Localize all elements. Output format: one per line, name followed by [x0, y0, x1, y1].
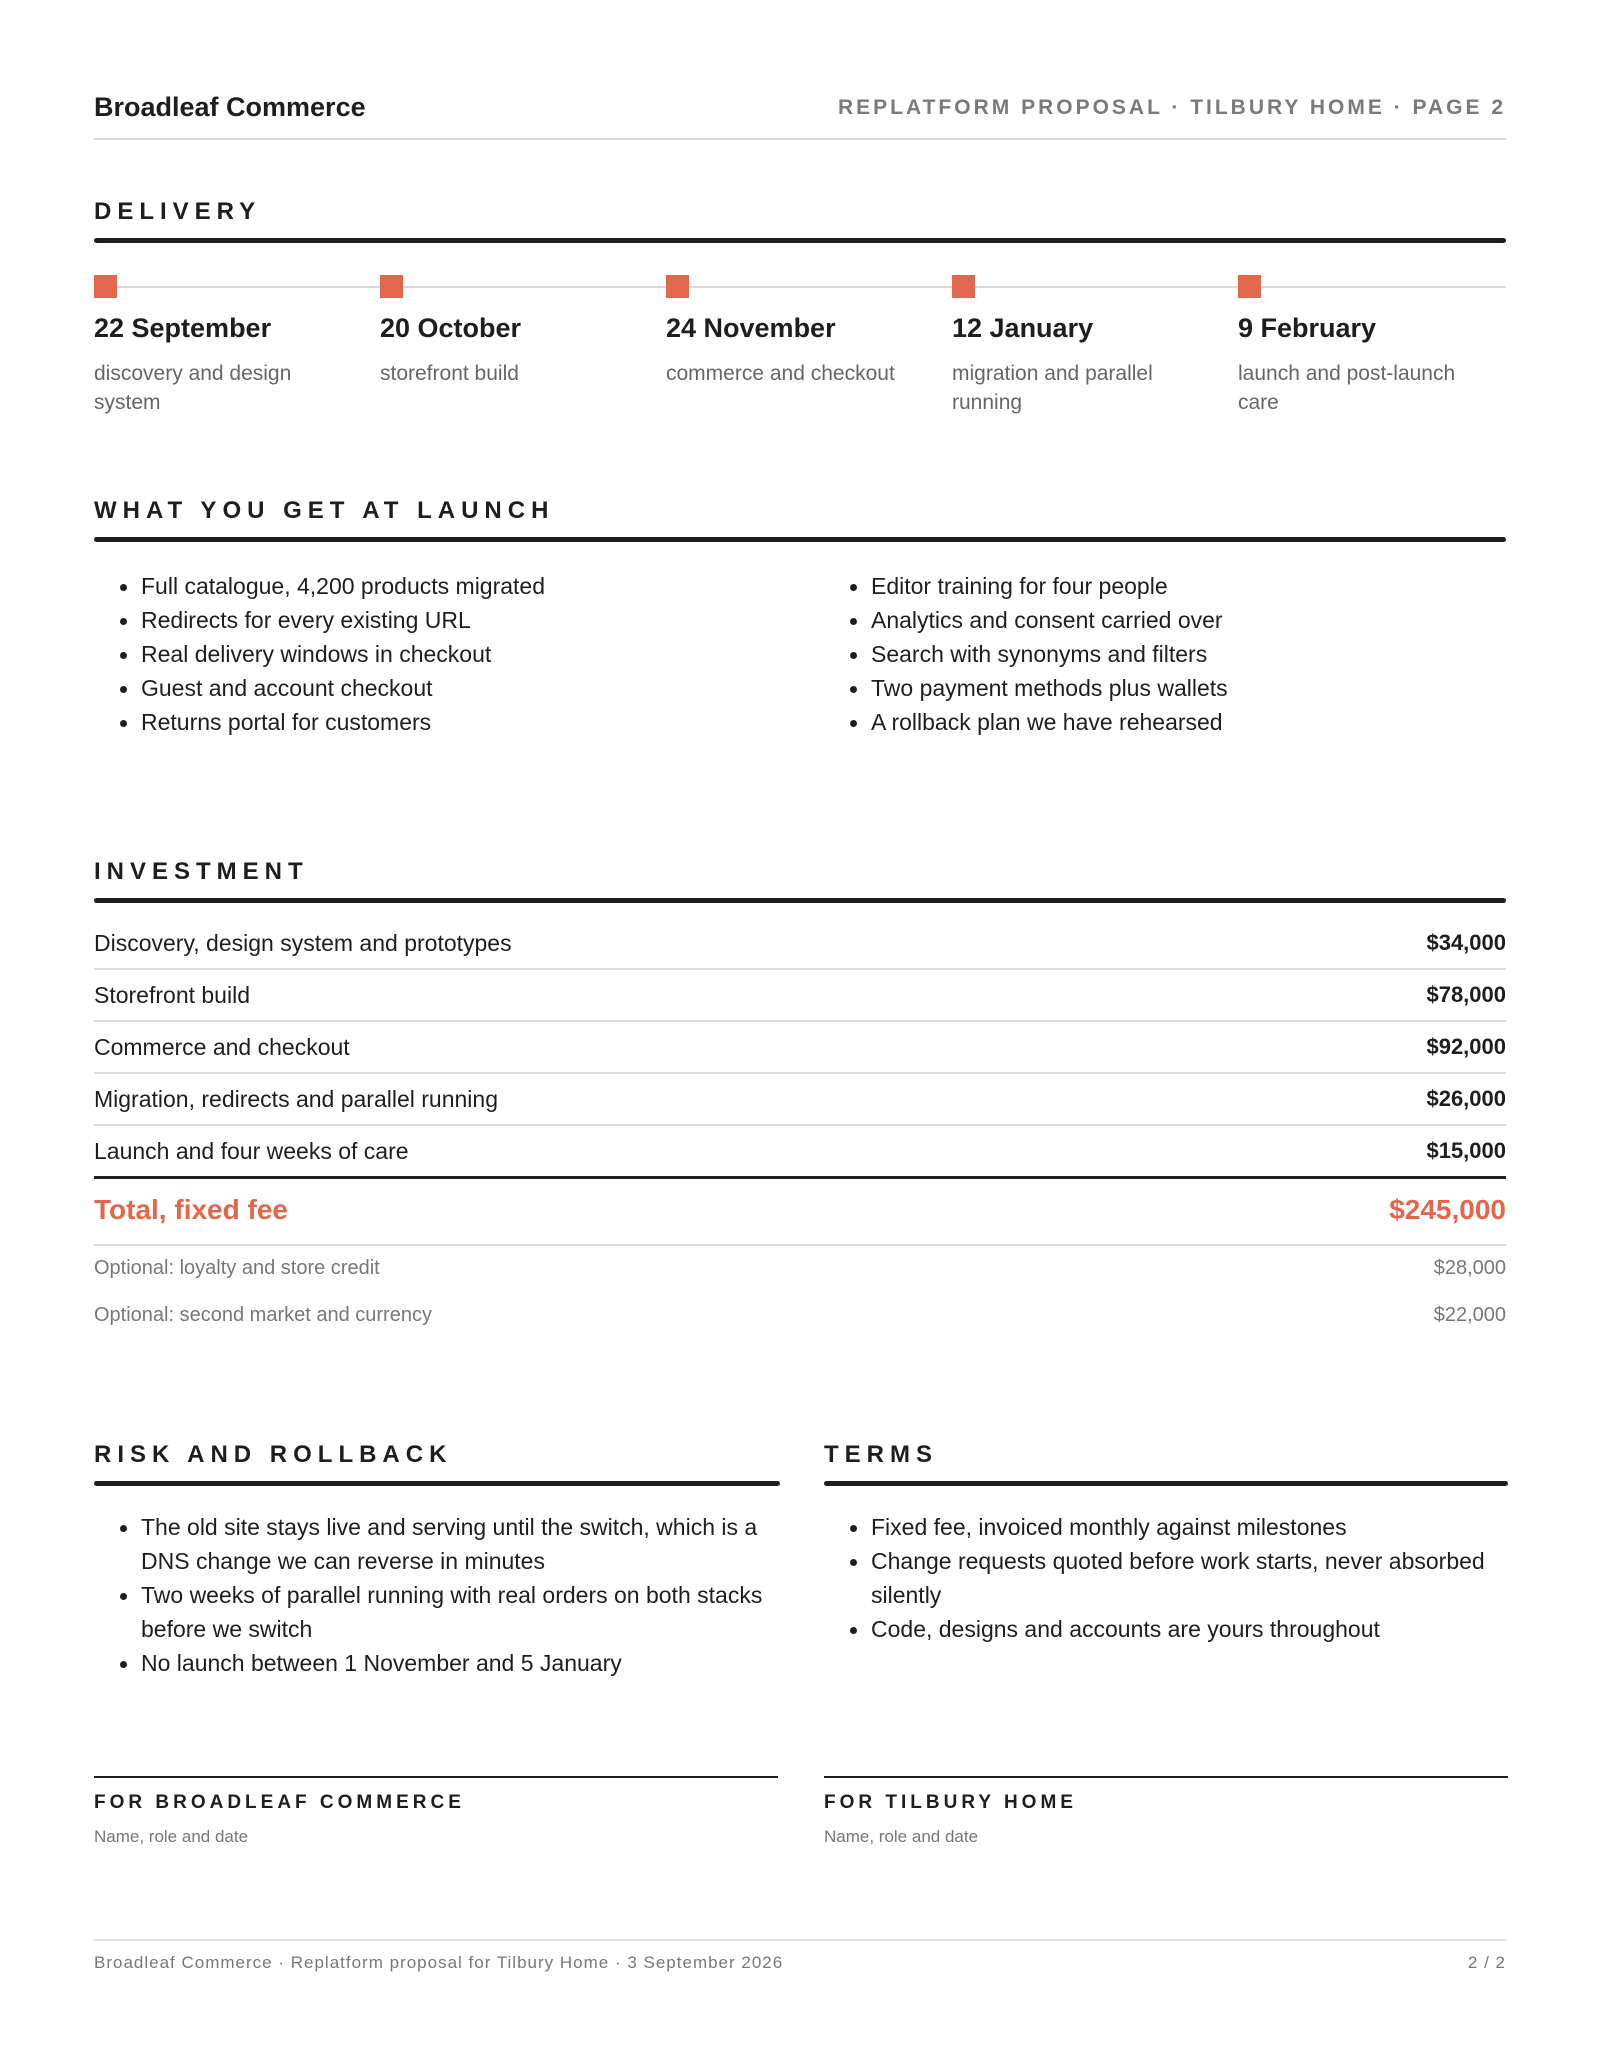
milestone-description: discovery and design system — [94, 362, 292, 414]
line-item-amount: $78,000 — [1426, 982, 1506, 1007]
launch-list-right — [824, 569, 1511, 739]
signature-block-broadleaf — [94, 1776, 778, 1847]
optional-label: Optional: second market and currency — [94, 1304, 432, 1326]
table-row — [94, 918, 1506, 970]
signature-title: FOR BROADLEAF COMMERCE — [94, 1792, 465, 1813]
list-item: Two weeks of parallel running with real orders on both stacks before we switch — [141, 1578, 781, 1646]
list-item: The old site stays live and serving until the switch, which is a DNS change we can reverse in minutes — [141, 1510, 781, 1578]
milestone-date: 12 January — [952, 313, 1094, 343]
optional-label: Optional: loyalty and store credit — [94, 1257, 380, 1279]
line-item-label: Commerce and checkout — [94, 1034, 350, 1060]
milestone-description: launch and post-launch care — [1238, 362, 1456, 414]
proposal-page — [94, 0, 1506, 2071]
list-item: Full catalogue, 4,200 products migrated — [141, 569, 781, 603]
optional-amount: $22,000 — [1433, 1304, 1506, 1326]
section-rule — [94, 238, 1506, 243]
milestone-marker — [952, 275, 975, 298]
milestone-description: storefront build — [380, 362, 519, 385]
page-footer — [94, 1939, 1506, 1972]
list-item: Redirects for every existing URL — [141, 603, 781, 637]
list-item: No launch between 1 November and 5 January — [141, 1646, 781, 1680]
footer-text: Broadleaf Commerce · Replatform proposal for Tilbury Home · 3 September 2026 — [94, 1953, 784, 1972]
milestone-date: 9 February — [1238, 313, 1377, 343]
timeline-line — [94, 286, 1506, 288]
section-title: DELIVERY — [94, 198, 262, 225]
page-number: 2 / 2 — [1467, 1953, 1506, 1972]
optional-row — [94, 1246, 1506, 1293]
section-rule — [94, 537, 1506, 542]
terms-list — [824, 1510, 1511, 1646]
investment-table — [94, 918, 1506, 1340]
milestone-marker — [380, 275, 403, 298]
section-rule — [94, 1481, 780, 1486]
signature-block-tilbury — [824, 1776, 1508, 1847]
section-title: TERMS — [824, 1441, 938, 1468]
launch-section-heading — [94, 497, 1506, 542]
delivery-timeline — [94, 275, 1506, 425]
line-item-amount: $15,000 — [1426, 1138, 1506, 1163]
list-item: Change requests quoted before work starts, never absorbed silently — [871, 1544, 1511, 1612]
list-item: Guest and account checkout — [141, 671, 781, 705]
list-item: Analytics and consent carried over — [871, 603, 1511, 637]
total-label: Total, fixed fee — [94, 1194, 288, 1225]
page-header — [94, 88, 1506, 140]
section-rule — [94, 898, 1506, 903]
list-item: Editor training for four people — [871, 569, 1511, 603]
line-item-label: Storefront build — [94, 982, 250, 1008]
list-item: Returns portal for customers — [141, 705, 781, 739]
milestone-date: 20 October — [380, 313, 522, 343]
table-row — [94, 1074, 1506, 1126]
table-row — [94, 1126, 1506, 1179]
line-item-amount: $34,000 — [1426, 930, 1506, 955]
line-item-amount: $92,000 — [1426, 1034, 1506, 1059]
signature-hint: Name, role and date — [824, 1827, 979, 1846]
milestone-description: commerce and checkout — [666, 362, 895, 385]
list-item: Search with synonyms and filters — [871, 637, 1511, 671]
milestone-date: 22 September — [94, 313, 272, 343]
signature-title: FOR TILBURY HOME — [824, 1792, 1077, 1813]
list-item: Two payment methods plus wallets — [871, 671, 1511, 705]
running-head: REPLATFORM PROPOSAL · TILBURY HOME · PAGE 2 — [837, 96, 1506, 119]
section-title: INVESTMENT — [94, 858, 309, 885]
risk-list — [94, 1510, 781, 1680]
milestone-marker — [1238, 275, 1261, 298]
line-item-label: Launch and four weeks of care — [94, 1138, 409, 1164]
milestone-marker — [666, 275, 689, 298]
section-title: RISK AND ROLLBACK — [94, 1441, 453, 1468]
section-rule — [824, 1481, 1508, 1486]
list-item: Fixed fee, invoiced monthly against milestones — [871, 1510, 1511, 1544]
table-row — [94, 1022, 1506, 1074]
total-row — [94, 1179, 1506, 1246]
launch-list-left — [94, 569, 781, 739]
milestone-date: 24 November — [666, 313, 836, 343]
total-amount: $245,000 — [1389, 1194, 1506, 1225]
terms-section-heading — [824, 1441, 1508, 1486]
signature-hint: Name, role and date — [94, 1827, 249, 1846]
line-item-amount: $26,000 — [1426, 1086, 1506, 1111]
list-item: Code, designs and accounts are yours throughout — [871, 1612, 1511, 1646]
investment-section-heading — [94, 858, 1506, 903]
optional-row — [94, 1293, 1506, 1340]
brand-name: Broadleaf Commerce — [94, 92, 366, 122]
section-title: WHAT YOU GET AT LAUNCH — [94, 497, 555, 524]
line-item-label: Discovery, design system and prototypes — [94, 930, 512, 956]
risk-section-heading — [94, 1441, 780, 1486]
list-item: Real delivery windows in checkout — [141, 637, 781, 671]
line-item-label: Migration, redirects and parallel running — [94, 1086, 498, 1112]
optional-amount: $28,000 — [1433, 1257, 1506, 1279]
milestone-description: migration and parallel running — [952, 362, 1153, 414]
list-item: A rollback plan we have rehearsed — [871, 705, 1511, 739]
milestone-marker — [94, 275, 117, 298]
delivery-section-heading — [94, 198, 1506, 243]
table-row — [94, 970, 1506, 1022]
